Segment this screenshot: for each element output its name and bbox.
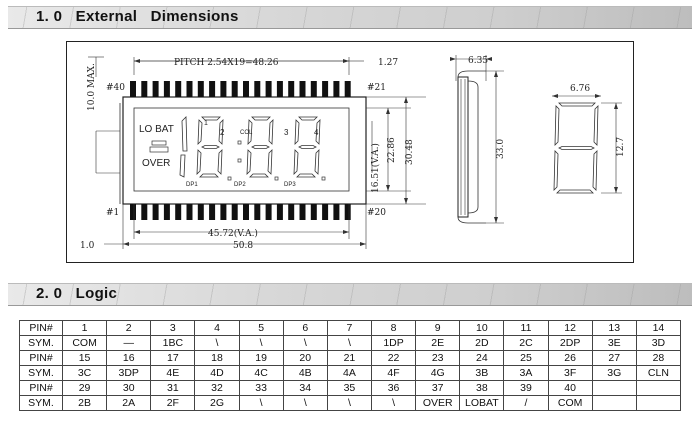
pin-lead: [345, 81, 351, 97]
table-cell: 2C: [504, 336, 548, 351]
pin-lead: [175, 204, 181, 220]
dimension-drawing: [66, 41, 634, 263]
table-cell: 39: [504, 381, 548, 396]
pin-lead: [164, 81, 170, 97]
section-number: 2. 0: [36, 285, 63, 302]
pin-table-body: [20, 321, 681, 411]
table-cell: COM: [548, 396, 592, 411]
pin-lead: [187, 81, 193, 97]
table-cell: 29: [63, 381, 107, 396]
table-cell: 7: [327, 321, 371, 336]
pin-lead: [266, 204, 272, 220]
table-cell: 4D: [195, 366, 239, 381]
table-cell: \: [195, 336, 239, 351]
digit-number-2: 2: [220, 128, 225, 137]
pin-lead: [130, 81, 136, 97]
table-cell: 26: [548, 351, 592, 366]
table-cell: 23: [416, 351, 460, 366]
table-cell: 19: [239, 351, 283, 366]
table-cell: 3F: [548, 366, 592, 381]
dim-33-0-label: 33.0: [496, 138, 506, 159]
dim-30-48-label: 30.48: [405, 139, 415, 165]
pin-lead: [141, 81, 147, 97]
pin-lead: [220, 204, 226, 220]
table-row: [20, 366, 681, 381]
dim-12-7-label: 12.7: [616, 136, 626, 157]
section-title-text: Logic: [75, 285, 118, 302]
pin-lead: [288, 81, 294, 97]
row-header-cell: PIN#: [20, 321, 63, 336]
table-cell: 3G: [592, 366, 636, 381]
table-cell: \: [371, 396, 415, 411]
pin-lead: [232, 81, 238, 97]
table-cell: 6: [283, 321, 327, 336]
pin1-label: #1: [106, 208, 120, 218]
pin-lead: [345, 204, 351, 220]
pin-lead: [333, 204, 339, 220]
section-title: [36, 285, 117, 302]
table-cell: 31: [151, 381, 195, 396]
table-cell: 5: [239, 321, 283, 336]
table-cell: 3A: [504, 366, 548, 381]
pin-lead: [333, 81, 339, 97]
row-header-cell: SYM.: [20, 396, 63, 411]
pin-lead: [153, 81, 159, 97]
pin-lead: [153, 204, 159, 220]
section-header-dimensions: [8, 6, 692, 29]
viewing-area: [134, 108, 349, 191]
table-cell: 2E: [416, 336, 460, 351]
table-cell: 2G: [195, 396, 239, 411]
over-label: OVER: [142, 158, 171, 169]
table-cell: 40: [548, 381, 592, 396]
dim-1-27-label: 1.27: [378, 58, 399, 68]
table-cell: [592, 381, 636, 396]
pin-lead: [243, 204, 249, 220]
table-cell: [636, 396, 680, 411]
table-cell: [592, 396, 636, 411]
table-cell: 1BC: [151, 336, 195, 351]
table-cell: 33: [239, 381, 283, 396]
pin-lead: [209, 204, 215, 220]
pin-lead: [130, 204, 136, 220]
section-title-text: External Dimensions: [75, 8, 239, 25]
pin-lead: [300, 204, 306, 220]
table-cell: —: [107, 336, 151, 351]
pin-lead: [141, 204, 147, 220]
table-cell: \: [327, 396, 371, 411]
table-cell: 2A: [107, 396, 151, 411]
table-cell: 3: [151, 321, 195, 336]
pin-lead: [220, 81, 226, 97]
table-cell: 3E: [592, 336, 636, 351]
table-row: [20, 336, 681, 351]
table-cell: 4F: [371, 366, 415, 381]
pin-lead: [187, 204, 193, 220]
dp3-label: DP3: [284, 182, 296, 188]
table-cell: 28: [636, 351, 680, 366]
pitch-label: PITCH 2.54X19=48.26: [174, 58, 279, 68]
table-cell: 22: [371, 351, 415, 366]
table-cell: 3C: [63, 366, 107, 381]
dim-22-86-label: 22.86: [387, 137, 397, 163]
table-cell: 2: [107, 321, 151, 336]
table-cell: 30: [107, 381, 151, 396]
row-header-cell: PIN#: [20, 351, 63, 366]
pin-lead: [232, 204, 238, 220]
table-cell: 2F: [151, 396, 195, 411]
table-cell: \: [283, 336, 327, 351]
table-cell: \: [283, 396, 327, 411]
table-cell: 32: [195, 381, 239, 396]
table-cell: 4: [195, 321, 239, 336]
dim-1-0-label: 1.0: [80, 241, 95, 251]
dp1-label: DP1: [186, 182, 198, 188]
table-cell: 21: [327, 351, 371, 366]
table-cell: CLN: [636, 366, 680, 381]
table-cell: 16: [107, 351, 151, 366]
table-cell: \: [327, 336, 371, 351]
table-cell: 3DP: [107, 366, 151, 381]
table-cell: 18: [195, 351, 239, 366]
row-header-cell: PIN#: [20, 381, 63, 396]
table-cell: LOBAT: [460, 396, 504, 411]
dim-10-max-label: 10.0 MAX.: [87, 63, 97, 111]
table-cell: 14: [636, 321, 680, 336]
drawing-svg: [66, 41, 634, 263]
table-cell: 3D: [636, 336, 680, 351]
pin-lead: [300, 81, 306, 97]
table-cell: 3B: [460, 366, 504, 381]
pin-lead: [311, 81, 317, 97]
table-cell: \: [239, 336, 283, 351]
table-cell: /: [504, 396, 548, 411]
lo-bat-label: LO BAT: [139, 124, 174, 135]
colon-label: COL: [240, 130, 253, 136]
table-cell: 17: [151, 351, 195, 366]
table-cell: 4G: [416, 366, 460, 381]
table-cell: 24: [460, 351, 504, 366]
pin-lead: [198, 81, 204, 97]
pin-lead: [254, 81, 260, 97]
pin-lead: [198, 204, 204, 220]
pin-lead: [322, 204, 328, 220]
table-cell: \: [239, 396, 283, 411]
table-cell: 10: [460, 321, 504, 336]
digit-number-3: 3: [284, 128, 289, 137]
table-cell: 20: [283, 351, 327, 366]
table-cell: 1: [63, 321, 107, 336]
pin-logic-table: [19, 320, 681, 411]
row-header-cell: SYM.: [20, 366, 63, 381]
section-number: 1. 0: [36, 8, 63, 25]
table-cell: 1DP: [371, 336, 415, 351]
pin20-label: #20: [367, 208, 386, 218]
dim-6-76-label: 6.76: [570, 84, 591, 94]
table-cell: 12: [548, 321, 592, 336]
digit-number-1: 1: [204, 120, 208, 127]
pin-lead: [164, 204, 170, 220]
table-cell: COM: [63, 336, 107, 351]
pin-lead: [243, 81, 249, 97]
dim-16-51-label: 16.51(V.A.): [371, 143, 381, 193]
pin40-label: #40: [106, 83, 125, 93]
table-cell: 15: [63, 351, 107, 366]
dp2-label: DP2: [234, 182, 246, 188]
table-row: [20, 351, 681, 366]
pin-lead: [175, 81, 181, 97]
table-cell: 38: [460, 381, 504, 396]
table-cell: 9: [416, 321, 460, 336]
pin-lead: [277, 81, 283, 97]
glass-side: [458, 77, 468, 217]
table-cell: 8: [371, 321, 415, 336]
row-header-cell: SYM.: [20, 336, 63, 351]
table-cell: 2D: [460, 336, 504, 351]
table-cell: 2DP: [548, 336, 592, 351]
pin21-label: #21: [367, 83, 386, 93]
table-cell: 4C: [239, 366, 283, 381]
table-cell: 4E: [151, 366, 195, 381]
table-cell: 4B: [283, 366, 327, 381]
pin-lead: [209, 81, 215, 97]
table-cell: 34: [283, 381, 327, 396]
pin-lead: [311, 204, 317, 220]
section-title: [36, 8, 239, 25]
table-row: [20, 381, 681, 396]
pin-lead: [254, 204, 260, 220]
dim-50-8-label: 50.8: [233, 241, 254, 251]
table-cell: 11: [504, 321, 548, 336]
table-cell: 4A: [327, 366, 371, 381]
dim-45-72-label: 45.72(V.A.): [208, 229, 258, 239]
table-cell: 27: [592, 351, 636, 366]
table-cell: 13: [592, 321, 636, 336]
pin-lead: [322, 81, 328, 97]
pin-lead: [288, 204, 294, 220]
table-cell: 37: [416, 381, 460, 396]
table-cell: 35: [327, 381, 371, 396]
digit-number-4: 4: [314, 128, 319, 137]
table-row: [20, 396, 681, 411]
dim-6-35-label: 6.35: [468, 56, 489, 66]
table-cell: 2B: [63, 396, 107, 411]
table-cell: 36: [371, 381, 415, 396]
table-cell: 25: [504, 351, 548, 366]
table-cell: OVER: [416, 396, 460, 411]
table-cell: [636, 381, 680, 396]
pin-lead: [266, 81, 272, 97]
table-row: [20, 321, 681, 336]
section-header-logic: [8, 283, 692, 306]
pin-lead: [277, 204, 283, 220]
